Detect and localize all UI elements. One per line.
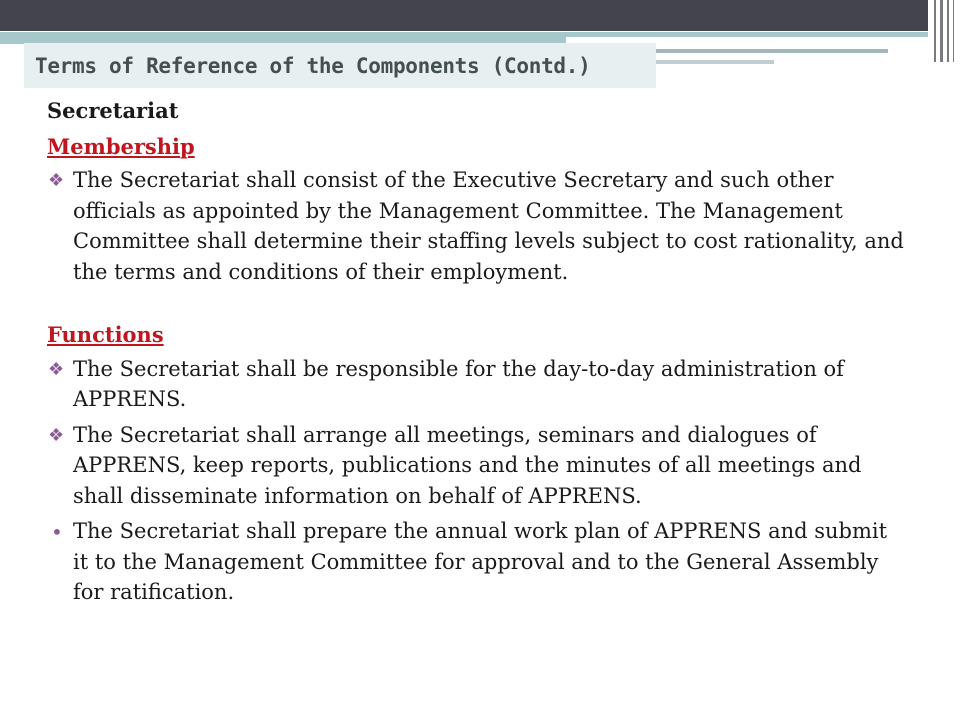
header-right-edge [928,0,960,62]
functions-heading: Functions [47,322,164,347]
diamond-bullet-icon: ❖ [48,358,65,380]
membership-item [47,165,907,287]
header-band [0,0,960,31]
slide-content [47,96,907,613]
functions-item-text: The Secretariat shall prepare the annual work plan of APPRENS and submit it to the Management Committee for approval and to the General Assembly for ratification. [73,519,888,604]
diamond-bullet-icon: ❖ [48,424,65,446]
functions-item [47,420,907,512]
functions-item [47,516,907,608]
diamond-bullet-icon: ❖ [48,170,65,191]
functions-item-text: The Secretariat shall be responsible for the day-to-day administration of APPRENS. [73,356,844,411]
functions-item-text: The Secretariat shall arrange all meetings, seminars and dialogues of APPRENS, keep reports, publications and the minutes of all meetings and shall disseminate information on behalf of APPRENS. [73,422,862,508]
section-gap [47,292,907,320]
header-thin-stripe [656,49,888,53]
membership-item-text: The Secretariat shall consist of the Executive Secretary and such other officials as appointed by the Management Committee. The Management Committee shall determine their staffing levels subject to cost rationality, and the terms and conditions of their employment. [73,168,904,284]
section-heading: Secretariat [47,98,179,123]
dot-bullet-icon: • [51,520,63,544]
slide-title: Terms of Reference of the Components (Contd.) [35,53,591,78]
membership-heading: Membership [47,133,195,159]
title-banner [24,43,656,88]
header-thin-stripe-short [656,60,774,64]
functions-item [47,354,907,415]
